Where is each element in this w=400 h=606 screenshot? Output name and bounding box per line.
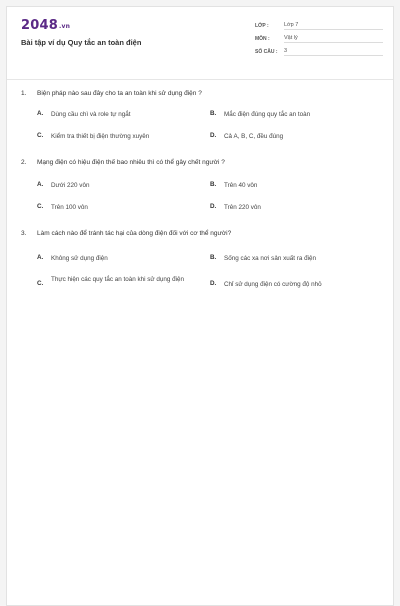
option-letter: A.: [37, 110, 44, 117]
question-3: [7, 223, 393, 303]
option-letter: A.: [37, 181, 44, 188]
option-text: Thực hiện các quy tắc an toàn khi sử dụng điện: [51, 276, 185, 283]
question-1: [7, 83, 393, 153]
option-text: Dưới 220 vôn: [51, 182, 90, 189]
question-text: [21, 159, 225, 166]
question-number: 3.: [21, 230, 27, 237]
option-letter: C.: [37, 280, 44, 287]
option-text: Mắc điện đúng quy tắc an toàn: [224, 111, 311, 118]
site-logo[interactable]: [21, 18, 70, 33]
option-letter: D.: [210, 132, 217, 139]
meta-value: Lớp 7: [284, 22, 383, 30]
option-letter: C.: [37, 132, 44, 139]
meta-label: LỚP :: [255, 22, 269, 29]
worksheet-meta: [255, 19, 383, 58]
option-letter: B.: [210, 181, 217, 188]
logo-suffix: .vn: [58, 23, 71, 30]
worksheet-title: Bài tập ví dụ Quy tắc an toàn điện: [21, 38, 142, 47]
option-text: Chỉ sử dụng điện có cường độ nhỏ: [224, 281, 322, 288]
meta-value: Vật lý: [284, 35, 383, 43]
question-prompt: Biện pháp nào sau đây cho ta an toàn khi sử dụng điện ?: [37, 90, 202, 97]
question-number: 1.: [21, 90, 27, 97]
meta-label: SỐ CÂU :: [255, 48, 278, 55]
option-letter: D.: [210, 203, 217, 210]
meta-row-class: [255, 19, 383, 32]
option-text: Trên 220 vôn: [224, 204, 261, 211]
option-text: Không sử dụng điện: [51, 255, 108, 262]
question-number: 2.: [21, 159, 27, 166]
option-letter: C.: [37, 203, 44, 210]
option-text: Sống các xa nơi sản xuất ra điện: [224, 255, 316, 262]
worksheet: [6, 6, 394, 606]
option-text: Dùng cầu chì và role tự ngắt: [51, 111, 131, 118]
question-prompt: Làm cách nào để tránh tác hại của dòng điện đối với cơ thể người?: [37, 230, 232, 237]
option-text: Trên 40 vôn: [224, 182, 258, 189]
option-letter: A.: [37, 254, 44, 261]
option-text: Kiểm tra thiết bị điện thường xuyên: [51, 133, 150, 140]
header-divider: [7, 79, 393, 80]
question-prompt: Mạng điện có hiệu điện thế bao nhiêu thì có thể gây chết người ?: [37, 159, 225, 166]
question-text: [21, 90, 202, 97]
question-text: [21, 230, 231, 237]
logo-text: 2048: [21, 18, 58, 33]
question-2: [7, 153, 393, 223]
meta-row-question-count: [255, 45, 383, 58]
meta-label: MÔN :: [255, 35, 270, 42]
option-letter: B.: [210, 254, 217, 261]
meta-row-subject: [255, 32, 383, 45]
option-text: Trên 100 vôn: [51, 204, 88, 211]
option-letter: D.: [210, 280, 217, 287]
worksheet-header: [7, 7, 393, 79]
meta-value: 3: [284, 48, 383, 56]
option-text: Cả A, B, C, đều đúng: [224, 133, 284, 140]
option-letter: B.: [210, 110, 217, 117]
